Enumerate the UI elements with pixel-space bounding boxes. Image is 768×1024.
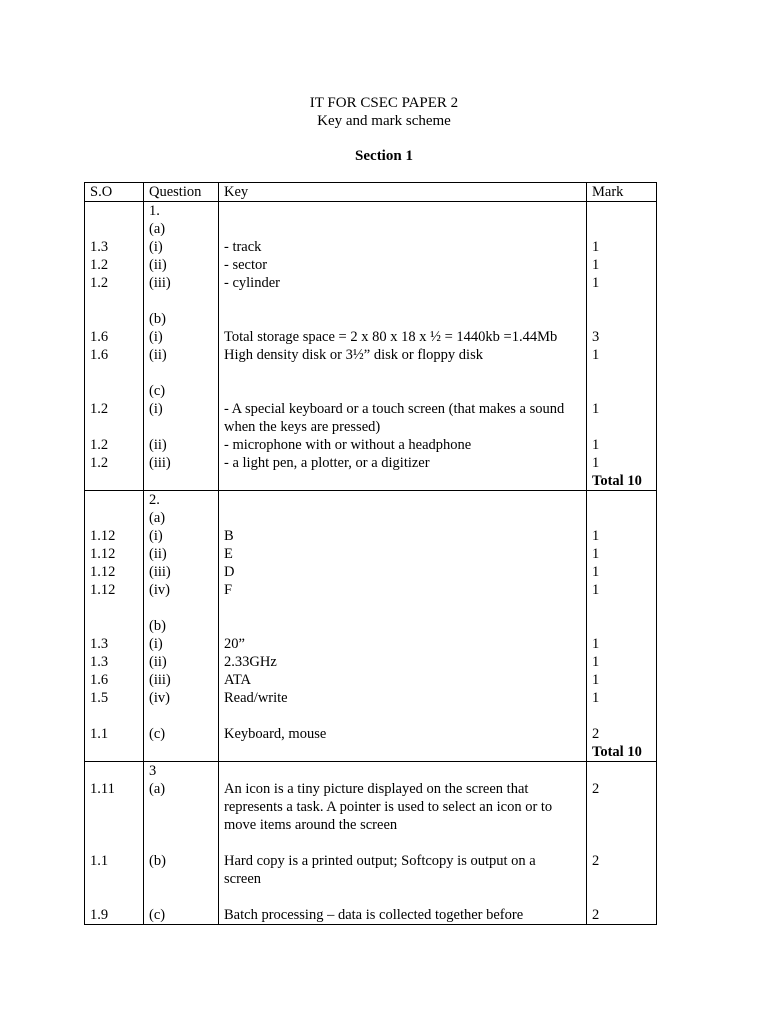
so-line: 1.5 <box>90 690 109 706</box>
mark-line: 1 <box>592 275 600 291</box>
mark-column-cell <box>587 762 657 925</box>
key-line <box>224 472 581 490</box>
question-line <box>149 834 213 852</box>
mark-line: 1 <box>592 257 600 273</box>
mark-line <box>592 220 651 238</box>
mark-line: 1 <box>592 401 600 417</box>
so-line <box>90 762 138 780</box>
mark-line <box>592 834 651 852</box>
key-line <box>224 834 581 852</box>
question-line: (i) <box>149 636 163 652</box>
header-question: Question <box>144 183 219 202</box>
so-line <box>90 816 138 834</box>
so-line: 1.3 <box>90 654 109 670</box>
question-block-1 <box>85 202 657 491</box>
document-subtitle: Key and mark scheme <box>317 113 451 129</box>
mark-line: 1 <box>592 437 600 453</box>
key-line <box>224 491 581 509</box>
key-line <box>224 310 581 328</box>
mark-line <box>592 509 651 527</box>
question-line <box>149 888 213 906</box>
question-line: (a) <box>149 510 166 526</box>
key-column-cell <box>219 491 587 762</box>
key-line: - A special keyboard or a touch screen (that makes a sound <box>224 401 565 417</box>
key-line: E <box>224 546 233 562</box>
key-line: 2.33GHz <box>224 654 277 670</box>
question-line: (a) <box>149 221 166 237</box>
document-title: IT FOR CSEC PAPER 2 <box>309 95 459 111</box>
key-line: 20” <box>224 636 245 652</box>
question-line: (ii) <box>149 546 167 562</box>
mark-line: 1 <box>592 564 600 580</box>
question-line: 3 <box>149 763 157 779</box>
so-line: 1.6 <box>90 347 109 363</box>
question-line <box>149 418 213 436</box>
section-heading: Section 1 <box>355 148 413 164</box>
key-line: represents a task. A pointer is used to select an icon or to <box>224 799 553 815</box>
so-line: 1.1 <box>90 726 109 742</box>
so-line: 1.2 <box>90 437 109 453</box>
key-line <box>224 743 581 761</box>
key-line <box>224 762 581 780</box>
total-mark: Total 10 <box>592 473 642 489</box>
key-line: Total storage space = 2 x 80 x 18 x ½ = 1440kb =1.44Mb <box>224 329 558 345</box>
mark-line: 2 <box>592 726 600 742</box>
question-block-2 <box>85 491 657 762</box>
key-line <box>224 888 581 906</box>
question-line <box>149 599 213 617</box>
so-line <box>90 418 138 436</box>
question-line: (ii) <box>149 437 167 453</box>
question-line: (c) <box>149 726 166 742</box>
header-key: Key <box>219 183 587 202</box>
total-mark: Total 10 <box>592 744 642 760</box>
mark-line: 1 <box>592 455 600 471</box>
key-line <box>224 364 581 382</box>
table-header-row <box>85 183 657 202</box>
question-line: (b) <box>149 618 166 634</box>
key-line <box>224 382 581 400</box>
question-line <box>149 743 213 761</box>
key-line <box>224 202 581 220</box>
so-line: 1.12 <box>90 546 116 562</box>
so-line <box>90 743 138 761</box>
key-line: move items around the screen <box>224 817 398 833</box>
question-block-3 <box>85 762 657 925</box>
mark-line <box>592 364 651 382</box>
question-line: (i) <box>149 528 163 544</box>
question-line: (ii) <box>149 347 167 363</box>
question-line <box>149 707 213 725</box>
mark-line: 1 <box>592 546 600 562</box>
key-line: - track <box>224 239 262 255</box>
key-line <box>224 599 581 617</box>
mark-line: 3 <box>592 329 600 345</box>
so-line: 1.3 <box>90 636 109 652</box>
mark-line: 1 <box>592 347 600 363</box>
so-line <box>90 310 138 328</box>
so-line: 1.11 <box>90 781 115 797</box>
mark-line: 1 <box>592 582 600 598</box>
question-line: (iii) <box>149 672 171 688</box>
mark-line <box>592 418 651 436</box>
mark-line: 2 <box>592 907 600 923</box>
question-line: (iii) <box>149 275 171 291</box>
so-line <box>90 509 138 527</box>
so-line: 1.1 <box>90 853 109 869</box>
mark-line <box>592 292 651 310</box>
key-line: - cylinder <box>224 275 280 291</box>
question-line: (c) <box>149 383 166 399</box>
so-line <box>90 599 138 617</box>
mark-scheme-table <box>84 182 657 925</box>
mark-line: 1 <box>592 690 600 706</box>
mark-line <box>592 707 651 725</box>
so-line <box>90 472 138 490</box>
key-line: screen <box>224 871 262 887</box>
key-line: B <box>224 528 234 544</box>
question-column-cell <box>144 491 219 762</box>
key-line <box>224 220 581 238</box>
question-line: (ii) <box>149 654 167 670</box>
key-line: Batch processing – data is collected together before <box>224 907 524 923</box>
mark-line <box>592 599 651 617</box>
key-line: ATA <box>224 672 252 688</box>
question-line: (iv) <box>149 582 170 598</box>
question-line: (iii) <box>149 455 171 471</box>
so-line <box>90 491 138 509</box>
question-line: (a) <box>149 781 166 797</box>
mark-line: 1 <box>592 672 600 688</box>
so-line <box>90 834 138 852</box>
so-line <box>90 870 138 888</box>
so-line <box>90 202 138 220</box>
mark-line <box>592 382 651 400</box>
key-line: High density disk or 3½” disk or floppy disk <box>224 347 483 363</box>
so-line <box>90 707 138 725</box>
question-column-cell <box>144 762 219 925</box>
mark-line: 1 <box>592 636 600 652</box>
so-line <box>90 364 138 382</box>
mark-line: 2 <box>592 781 600 797</box>
mark-line <box>592 870 651 888</box>
key-line: Read/write <box>224 690 288 706</box>
key-line: - sector <box>224 257 268 273</box>
so-line: 1.12 <box>90 564 116 580</box>
key-column-cell <box>219 762 587 925</box>
question-line <box>149 798 213 816</box>
key-line: F <box>224 582 233 598</box>
key-line: D <box>224 564 235 580</box>
so-line <box>90 382 138 400</box>
question-line: (ii) <box>149 257 167 273</box>
key-line <box>224 509 581 527</box>
question-line: 2. <box>149 492 160 508</box>
mark-column-cell <box>587 202 657 491</box>
key-line: An icon is a tiny picture displayed on the screen that <box>224 781 529 797</box>
key-line: - a light pen, a plotter, or a digitizer <box>224 455 430 471</box>
question-line <box>149 292 213 310</box>
so-line <box>90 292 138 310</box>
so-line <box>90 220 138 238</box>
key-line: - microphone with or without a headphone <box>224 437 472 453</box>
so-line: 1.3 <box>90 239 109 255</box>
question-line: (i) <box>149 401 163 417</box>
question-line <box>149 816 213 834</box>
key-line: when the keys are pressed) <box>224 419 381 435</box>
so-line: 1.9 <box>90 907 109 923</box>
key-line: Hard copy is a printed output; Softcopy is output on a <box>224 853 536 869</box>
question-line: 1. <box>149 203 160 219</box>
so-column-cell <box>85 202 144 491</box>
key-column-cell <box>219 202 587 491</box>
question-line: (i) <box>149 329 163 345</box>
mark-line <box>592 816 651 834</box>
mark-line <box>592 798 651 816</box>
mark-line <box>592 310 651 328</box>
so-line: 1.2 <box>90 401 109 417</box>
key-line <box>224 292 581 310</box>
so-line <box>90 798 138 816</box>
so-line <box>90 888 138 906</box>
key-line <box>224 617 581 635</box>
mark-line <box>592 888 651 906</box>
so-line: 1.6 <box>90 672 109 688</box>
so-line: 1.2 <box>90 455 109 471</box>
mark-line: 1 <box>592 528 600 544</box>
header-so: S.O <box>85 183 144 202</box>
mark-line: 2 <box>592 853 600 869</box>
question-line: (c) <box>149 907 166 923</box>
question-line: (b) <box>149 311 166 327</box>
so-line: 1.6 <box>90 329 109 345</box>
so-column-cell <box>85 491 144 762</box>
so-column-cell <box>85 762 144 925</box>
mark-column-cell <box>587 491 657 762</box>
question-line <box>149 364 213 382</box>
mark-line: 1 <box>592 654 600 670</box>
mark-line <box>592 491 651 509</box>
so-line: 1.2 <box>90 275 109 291</box>
mark-line <box>592 762 651 780</box>
question-line: (b) <box>149 853 166 869</box>
so-line <box>90 617 138 635</box>
so-line: 1.12 <box>90 582 116 598</box>
mark-line <box>592 617 651 635</box>
table-body <box>85 202 657 925</box>
question-line: (iv) <box>149 690 170 706</box>
key-line: Keyboard, mouse <box>224 726 327 742</box>
question-column-cell <box>144 202 219 491</box>
question-line <box>149 870 213 888</box>
so-line: 1.2 <box>90 257 109 273</box>
key-line <box>224 707 581 725</box>
mark-line <box>592 202 651 220</box>
question-line: (iii) <box>149 564 171 580</box>
question-line <box>149 472 213 490</box>
header-mark: Mark <box>587 183 657 202</box>
so-line: 1.12 <box>90 528 116 544</box>
mark-line: 1 <box>592 239 600 255</box>
question-line: (i) <box>149 239 163 255</box>
